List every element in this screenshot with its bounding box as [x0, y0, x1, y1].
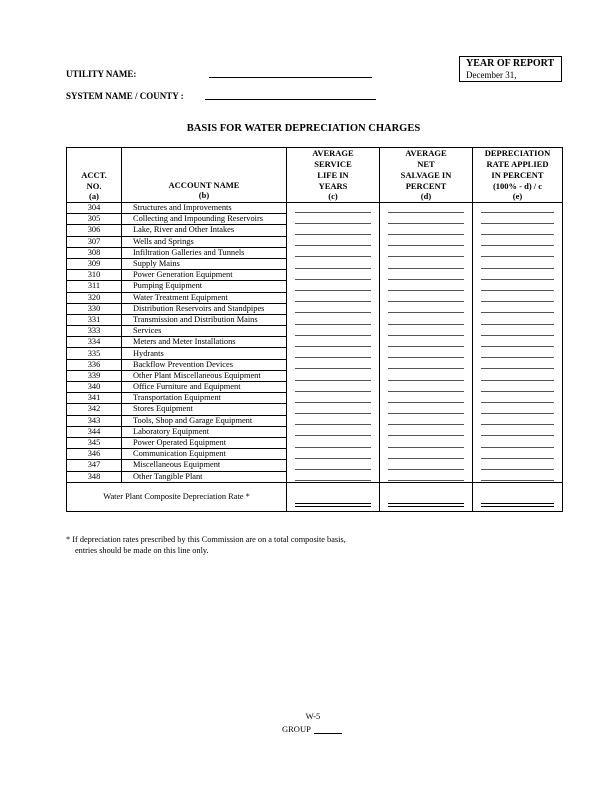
- account-name: Services: [122, 326, 287, 337]
- table-row: [67, 359, 563, 370]
- depreciation-rate-entry[interactable]: [473, 348, 563, 359]
- net-salvage-entry[interactable]: [380, 258, 473, 269]
- composite-service-life-cell[interactable]: [287, 482, 380, 511]
- account-number: 346: [67, 449, 122, 460]
- net-salvage-entry[interactable]: [380, 314, 473, 325]
- depreciation-rate-entry[interactable]: [473, 281, 563, 292]
- service-life-entry[interactable]: [287, 393, 380, 404]
- table-row: [67, 393, 563, 404]
- service-life-entry[interactable]: [287, 404, 380, 415]
- table-row: [67, 314, 563, 325]
- table-row: [67, 326, 563, 337]
- account-number: 308: [67, 247, 122, 258]
- net-salvage-entry[interactable]: [380, 460, 473, 471]
- net-salvage-entry[interactable]: [380, 382, 473, 393]
- net-salvage-entry[interactable]: [380, 236, 473, 247]
- depreciation-rate-entry[interactable]: [473, 236, 563, 247]
- depreciation-rate-entry[interactable]: [473, 415, 563, 426]
- account-number: 305: [67, 214, 122, 225]
- composite-row: [67, 482, 563, 511]
- header-acct-no: ACCT. NO. (a): [67, 148, 122, 203]
- depreciation-table: [66, 147, 563, 512]
- service-life-entry[interactable]: [287, 449, 380, 460]
- composite-rate-label: Water Plant Composite Depreciation Rate *: [67, 482, 287, 511]
- account-name: Structures and Improvements: [122, 203, 287, 214]
- account-name: Transmission and Distribution Mains: [122, 314, 287, 325]
- table-row: [67, 281, 563, 292]
- net-salvage-entry[interactable]: [380, 292, 473, 303]
- depreciation-rate-entry[interactable]: [473, 359, 563, 370]
- table-row: [67, 203, 563, 214]
- net-salvage-entry[interactable]: [380, 370, 473, 381]
- depreciation-rate-entry[interactable]: [473, 258, 563, 269]
- net-salvage-entry[interactable]: [380, 203, 473, 214]
- year-of-report-box: [459, 56, 562, 82]
- net-salvage-entry[interactable]: [380, 449, 473, 460]
- table-row: [67, 460, 563, 471]
- account-name: Collecting and Impounding Reservoirs: [122, 214, 287, 225]
- net-salvage-entry[interactable]: [380, 247, 473, 258]
- service-life-entry[interactable]: [287, 426, 380, 437]
- service-life-entry[interactable]: [287, 214, 380, 225]
- table-row: [67, 449, 563, 460]
- year-of-report-date: December 31,: [466, 70, 517, 80]
- header-average-service-life: AVERAGE SERVICE LIFE IN YEARS (c): [287, 148, 380, 203]
- depreciation-rate-entry[interactable]: [473, 214, 563, 225]
- account-name: Pumping Equipment: [122, 281, 287, 292]
- account-name: Hydrants: [122, 348, 287, 359]
- net-salvage-entry[interactable]: [380, 281, 473, 292]
- depreciation-rate-entry[interactable]: [473, 460, 563, 471]
- net-salvage-entry[interactable]: [380, 426, 473, 437]
- account-name: Meters and Meter Installations: [122, 337, 287, 348]
- account-name: Other Plant Miscellaneous Equipment: [122, 370, 287, 381]
- account-name: Backflow Prevention Devices: [122, 359, 287, 370]
- group-label: GROUP: [282, 724, 311, 734]
- page-title: BASIS FOR WATER DEPRECIATION CHARGES: [186, 123, 421, 134]
- table-row: [67, 426, 563, 437]
- account-name: Power Operated Equipment: [122, 437, 287, 448]
- account-name: Stores Equipment: [122, 404, 287, 415]
- account-number: 331: [67, 314, 122, 325]
- year-of-report-title: YEAR OF REPORT: [466, 58, 555, 69]
- depreciation-rate-entry[interactable]: [473, 404, 563, 415]
- account-number: 339: [67, 370, 122, 381]
- account-name: Other Tangible Plant: [122, 471, 287, 482]
- account-number: 311: [67, 281, 122, 292]
- account-name: Communication Equipment: [122, 449, 287, 460]
- account-name: Distribution Reservoirs and Standpipes: [122, 303, 287, 314]
- service-life-entry[interactable]: [287, 337, 380, 348]
- account-number: 342: [67, 404, 122, 415]
- depreciation-rate-entry[interactable]: [473, 426, 563, 437]
- service-life-entry[interactable]: [287, 203, 380, 214]
- account-number: 336: [67, 359, 122, 370]
- service-life-entry[interactable]: [287, 258, 380, 269]
- net-salvage-entry[interactable]: [380, 326, 473, 337]
- account-number: 347: [67, 460, 122, 471]
- composite-net-salvage-cell[interactable]: [380, 482, 473, 511]
- net-salvage-entry[interactable]: [380, 348, 473, 359]
- utility-name-label: UTILITY NAME:: [66, 69, 137, 79]
- depreciation-rate-entry[interactable]: [473, 393, 563, 404]
- account-number: 343: [67, 415, 122, 426]
- net-salvage-entry[interactable]: [380, 471, 473, 482]
- net-salvage-entry[interactable]: [380, 337, 473, 348]
- depreciation-rate-entry[interactable]: [473, 337, 563, 348]
- depreciation-rate-entry[interactable]: [473, 370, 563, 381]
- table-row: [67, 370, 563, 381]
- table-row: [67, 404, 563, 415]
- service-life-entry[interactable]: [287, 370, 380, 381]
- account-number: 348: [67, 471, 122, 482]
- account-name: Tools, Shop and Garage Equipment: [122, 415, 287, 426]
- depreciation-rate-entry[interactable]: [473, 437, 563, 448]
- system-name-label: SYSTEM NAME / COUNTY :: [66, 91, 184, 101]
- account-name: Lake, River and Other Intakes: [122, 225, 287, 236]
- net-salvage-entry[interactable]: [380, 225, 473, 236]
- account-name: Transportation Equipment: [122, 393, 287, 404]
- page-number: W-5: [305, 711, 321, 721]
- account-number: 335: [67, 348, 122, 359]
- table-row: [67, 292, 563, 303]
- service-life-entry[interactable]: [287, 415, 380, 426]
- footnote-line-2: entries should be made on this line only.: [75, 546, 209, 555]
- account-number: 330: [67, 303, 122, 314]
- service-life-entry[interactable]: [287, 292, 380, 303]
- account-name: Water Treatment Equipment: [122, 292, 287, 303]
- net-salvage-entry[interactable]: [380, 437, 473, 448]
- header-depreciation-rate: DEPRECIATION RATE APPLIED IN PERCENT (100% - d) / c (e): [473, 148, 563, 203]
- service-life-entry[interactable]: [287, 437, 380, 448]
- service-life-entry[interactable]: [287, 281, 380, 292]
- utility-name-field[interactable]: [209, 77, 372, 78]
- account-name: Supply Mains: [122, 258, 287, 269]
- table-row: [67, 247, 563, 258]
- account-number: 345: [67, 437, 122, 448]
- depreciation-rate-entry[interactable]: [473, 449, 563, 460]
- net-salvage-entry[interactable]: [380, 270, 473, 281]
- account-number: 334: [67, 337, 122, 348]
- depreciation-rate-entry[interactable]: [473, 382, 563, 393]
- account-number: 307: [67, 236, 122, 247]
- net-salvage-entry[interactable]: [380, 303, 473, 314]
- account-number: 306: [67, 225, 122, 236]
- service-life-entry[interactable]: [287, 225, 380, 236]
- header-average-net-salvage: AVERAGE NET SALVAGE IN PERCENT (d): [380, 148, 473, 203]
- group-field[interactable]: [314, 733, 342, 734]
- service-life-entry[interactable]: [287, 303, 380, 314]
- table-row: [67, 437, 563, 448]
- composite-depreciation-rate-cell[interactable]: [473, 482, 563, 511]
- service-life-entry[interactable]: [287, 247, 380, 258]
- account-number: 333: [67, 326, 122, 337]
- table-row: [67, 337, 563, 348]
- table-row: [67, 382, 563, 393]
- depreciation-rate-entry[interactable]: [473, 225, 563, 236]
- depreciation-rate-entry[interactable]: [473, 314, 563, 325]
- table-row: [67, 415, 563, 426]
- table-row: [67, 303, 563, 314]
- service-life-entry[interactable]: [287, 236, 380, 247]
- account-name: Laboratory Equipment: [122, 426, 287, 437]
- table-row: [67, 471, 563, 482]
- service-life-entry[interactable]: [287, 460, 380, 471]
- table-row: [67, 214, 563, 225]
- net-salvage-entry[interactable]: [380, 359, 473, 370]
- table-row: [67, 225, 563, 236]
- depreciation-rate-entry[interactable]: [473, 292, 563, 303]
- table-header: [67, 148, 563, 203]
- service-life-entry[interactable]: [287, 326, 380, 337]
- account-name: Power Generation Equipment: [122, 270, 287, 281]
- table-row: [67, 236, 563, 247]
- account-number: 304: [67, 203, 122, 214]
- table-row: [67, 258, 563, 269]
- depreciation-rate-entry[interactable]: [473, 471, 563, 482]
- account-number: 320: [67, 292, 122, 303]
- service-life-entry[interactable]: [287, 314, 380, 325]
- account-number: 310: [67, 270, 122, 281]
- depreciation-rate-entry[interactable]: [473, 303, 563, 314]
- service-life-entry[interactable]: [287, 471, 380, 482]
- depreciation-rate-entry[interactable]: [473, 270, 563, 281]
- account-number: 340: [67, 382, 122, 393]
- depreciation-rate-entry[interactable]: [473, 326, 563, 337]
- system-name-field[interactable]: [205, 99, 376, 100]
- account-name: Office Furniture and Equipment: [122, 382, 287, 393]
- account-number: 341: [67, 393, 122, 404]
- service-life-entry[interactable]: [287, 270, 380, 281]
- table-row: [67, 348, 563, 359]
- net-salvage-entry[interactable]: [380, 214, 473, 225]
- account-number: 309: [67, 258, 122, 269]
- account-name: Miscellaneous Equipment: [122, 460, 287, 471]
- service-life-entry[interactable]: [287, 382, 380, 393]
- header-account-name: ACCOUNT NAME (b): [122, 148, 287, 203]
- depreciation-rate-entry[interactable]: [473, 247, 563, 258]
- service-life-entry[interactable]: [287, 348, 380, 359]
- account-name: Infiltration Galleries and Tunnels: [122, 247, 287, 258]
- depreciation-rate-entry[interactable]: [473, 203, 563, 214]
- account-name: Wells and Springs: [122, 236, 287, 247]
- net-salvage-entry[interactable]: [380, 415, 473, 426]
- account-number: 344: [67, 426, 122, 437]
- net-salvage-entry[interactable]: [380, 393, 473, 404]
- service-life-entry[interactable]: [287, 359, 380, 370]
- footnote-line-1: * If depreciation rates prescribed by this Commission are on a total composite basis,: [66, 535, 346, 544]
- net-salvage-entry[interactable]: [380, 404, 473, 415]
- table-row: [67, 270, 563, 281]
